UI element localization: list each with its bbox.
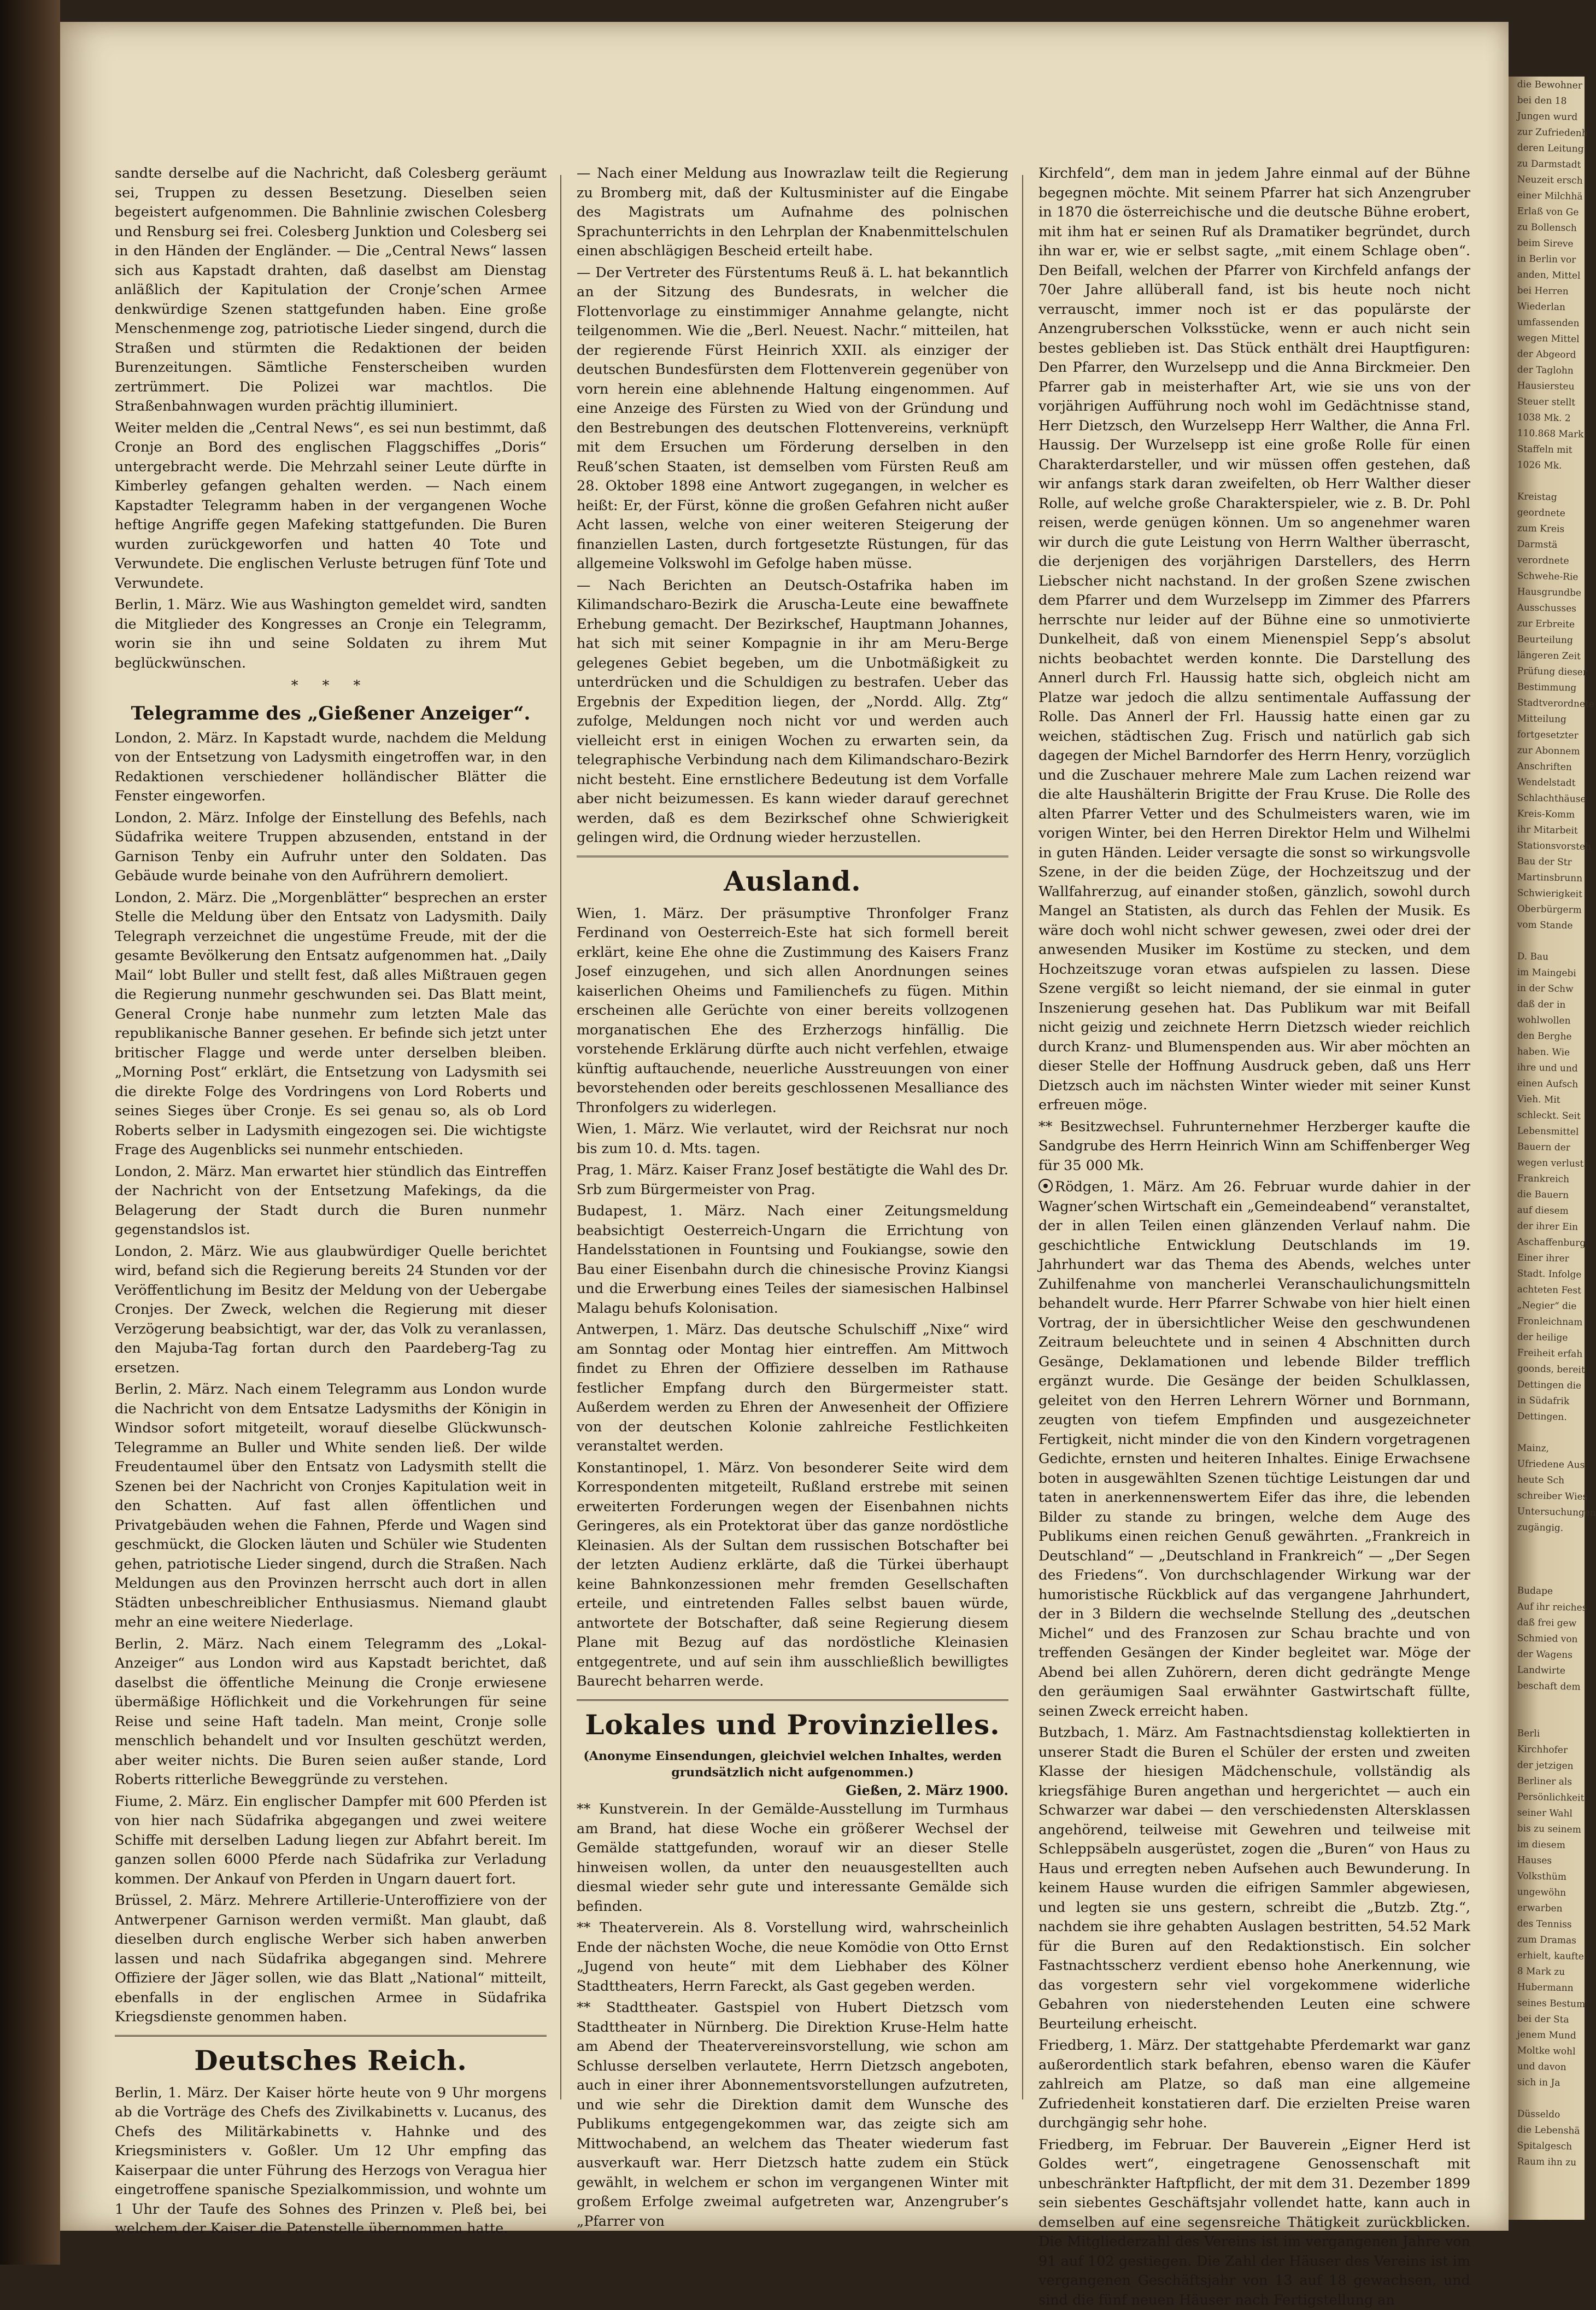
telegram-item: London, 2. März. Die „Morgenblätter“ besprechen an erster Stelle die Meldung über den Entsatz von Ladysmith. Daily Telegraph verzeichnet die ungestüme Freude, mit der die gesamte Bevölkerung den Entsatz aufgenommen hat. „Daily Mail“ lobt Buller und stellt fest, daß alles Mißtrauen gegen die Regierung nunmehr geschwunden sei. Das Blatt meint, General Cronje habe nunmehr zum letzten Male das republikanische Banner gesehen. Er befinde sich jetzt unter britischer Flagge und werde unter derselben bleiben. „Morning Post“ erklärt, die Entsetzung von Ladysmith sei die direkte Folge des Vordringens von Lord Roberts und seines Sieges über Cronje. Es sei genau so, als ob Lord Roberts selber in Ladysmith eingezogen sei. Die wichtigste Frage des Augenblicks sei nunmehr entschieden. (115, 888, 547, 1160)
edge-text-line: des Tenniss (1508, 1916, 1585, 1933)
edge-text-line: Mainz, (1508, 1440, 1585, 1458)
edge-text-line: Stadt. Infolge (1508, 1266, 1585, 1283)
telegram-item: Berlin, 2. März. Nach einem Telegramm aus London wurde die Nachricht von dem Entsatze Ladysmiths der Königin in Windsor sofort mitgeteilt, worauf dieselbe Glückwunsch-Telegramme an Buller und White senden ließ. Der wilde Freudentaumel über den Entsatz von Ladysmith stellt die Szenen bei der Nachricht von Cronjes Kapitulation weit in den Schatten. Auf fast allen öffentlichen und Privatgebäuden wehen die Fahnen, Pferde und Wagen sind geschmückt, die Glocken läuten und Schüler wie Studenten gehen, patriotische Lieder singend, durch die Straßen. Nach Meldungen aus den Provinzen herrscht auch dort in allen Städten unbeschreiblicher Enthusiasmus. Niemand glaubt mehr an eine weitere Niederlage. (115, 1380, 547, 1633)
edge-text-line: bei der Sta (1508, 2011, 1585, 2028)
edge-text-line: zum Kreis (1508, 521, 1585, 538)
edge-text-line: Kirchhofer (1508, 1741, 1585, 1759)
article-paragraph: ** Besitzwechsel. Fuhrunternehmer Herzberger kaufte die Sandgrube des Herrn Heinrich Winn am Schiffenberger Weg für 35 000 Mk. (1038, 1118, 1470, 1176)
edge-text-line: erwarben (1508, 1900, 1585, 1917)
edge-text-line: 110.868 Mark (1508, 425, 1585, 443)
separator-stars: * * * (115, 676, 547, 696)
edge-text-line: Jungen wurd (1508, 108, 1585, 126)
article-paragraph: Wien, 1. März. Der präsumptive Thronfolger Franz Ferdinand von Oesterreich-Este hat sich formell bereit erklärt, keine Ehe ohne die Zustimmung des Kaisers Franz Josef einzugehen, und sich allen Anordnungen seines kaiserlichen Oheims und Familienchefs zu fügen. Mithin erscheinen alle Gerüchte von einer bereits vollzogenen morganatischen Ehe des Erzherzogs hinfällig. Die vorstehende Erklärung dürfte auch nicht verfehlen, etwaige künftig auftauchende, neuerliche Ausstreuungen von einer bevorstehenden oder bereits geschlossenen Mesalliance des Thronfolgers zu widerlegen. (577, 904, 1008, 1118)
edge-text-line: auf diesem (1508, 1202, 1585, 1220)
edge-text-line: bis zu seinem (1508, 1821, 1585, 1838)
edge-text-line: daß der in (1508, 996, 1585, 1014)
edge-text-line: ungewöhn (1508, 1884, 1585, 1902)
edge-text-line: Wiederlan (1508, 299, 1585, 316)
edge-text-line: die Lebenshä (1508, 2122, 1585, 2139)
section-divider (577, 1699, 1008, 1701)
edge-text-line: zu Darmstadt (1508, 156, 1585, 173)
edge-text-line: im Maingebi (1508, 964, 1585, 982)
edge-text-line: Vieh. Mit (1508, 1091, 1585, 1109)
edge-text-line: haben. Wie (1508, 1044, 1585, 1061)
edge-text-line: Beurteilung (1508, 631, 1585, 649)
edge-text-line: der ihrer Ein (1508, 1218, 1585, 1236)
edge-text-line: Hausgrundbe (1508, 584, 1585, 601)
edge-text-line: die Bewohner (1508, 77, 1585, 94)
edge-text-line: Budape (1508, 1583, 1585, 1600)
telegram-item: London, 2. März. Wie aus glaubwürdiger Quelle berichtet wird, befand sich die Regierung bereits 24 Stunden vor der Veröffentlichung im Besitz der Meldung von der Uebergabe Cronjes. Der Zweck, welchen die Regierung mit dieser Verzögerung beabsichtigt, war der, das Volk zu veranlassen, den Majuba-Tag fortan durch den Paardeberg-Tag zu ersetzen. (115, 1242, 547, 1378)
edge-text-line: Kreis-Komm (1508, 806, 1585, 823)
edge-text-line: jenem Mund (1508, 2027, 1585, 2044)
edge-text-line: Bauern der (1508, 1139, 1585, 1156)
edge-text-line: in Südafrik (1508, 1393, 1585, 1410)
article-paragraph: Berlin, 1. März. Der Kaiser hörte heute von 9 Uhr morgens ab die Vorträge des Chefs des Zivilkabinetts v. Lucanus, des Chefs des Militärkabinetts v. Hahnke und des Kriegsministers v. Goßler. Um 12 Uhr empfing das Kaiserpaar die unter Führung des Herzogs von Veragua hier eingetroffene spanische Spezialkommission, und wohnte um 1 Uhr der Taufe des Sohnes des Prinzen v. Pleß bei, bei welchem der Kaiser die Patenstelle übernommen hatte. (115, 2084, 547, 2239)
edge-text-line: Ufriedene Aus (1508, 1456, 1585, 1473)
edge-text-line: Neuzeit ersch (1508, 172, 1585, 189)
telegram-item: London, 2. März. Man erwartet hier stündlich das Eintreffen der Nachricht von der Entsetzung Mafekings, da die Belagerung der Stadt durch die Buren nunmehr gegenstandslos ist. (115, 1162, 547, 1240)
edge-text-line: Kreistag (1508, 489, 1585, 506)
edge-text-line: Schwehe-Rie (1508, 568, 1585, 586)
edge-text-line (1508, 2090, 1585, 2108)
edge-text-line: Martinsbrunn (1508, 869, 1585, 887)
article-paragraph: Friedberg, 1. März. Der stattgehabte Pferdemarkt war ganz außerordentlich stark befahren, ebenso waren die Käufer zahlreich am Platze, so daß man eine allgemeine Zufriedenheit konstatieren darf. Die erzielten Preise waren durchgängig sehr hohe. (1038, 2036, 1470, 2133)
edge-text-line: der heilige (1508, 1329, 1585, 1347)
article-paragraph: Berlin, 1. März. Wie aus Washington gemeldet wird, sandten die Mitglieder des Kongresses an Cronje ein Telegramm, worin sie ihn und seine Soldaten zu ihrem Mut beglückwünschen. (115, 595, 547, 673)
edge-text-line: Hausiersteu (1508, 378, 1585, 395)
edge-text-line: einen Aufsch (1508, 1075, 1585, 1093)
article-paragraph: Antwerpen, 1. März. Das deutsche Schulschiff „Nixe“ wird am Sonntag oder Montag hier eintreffen. Am Mittwoch findet zu Ehren der Offiziere desselben im Rathause festlicher Empfang durch den Bürgermeister statt. Außerdem werden zu Ehren der Anwesenheit der Offiziere von der deutschen Kolonie zahlreiche Festlichkeiten veranstaltet werden. (577, 1320, 1008, 1457)
edge-text-line: zur Abonnem (1508, 742, 1585, 760)
edge-text-line (1508, 1710, 1585, 1727)
column-rule-1 (560, 175, 561, 2100)
article-paragraph (1038, 1178, 1470, 1721)
article-paragraph: ** Stadttheater. Gastspiel von Hubert Dietzsch vom Stadttheater in Nürnberg. Die Direktion Kruse-Helm hatte am Abend der Theatervereinsvorstellung, wie schon am Schlusse derselben verlautete, Herrn Dietzsch angeboten, auch in einer ihrer Abonnementsvorstellungen aufzutreten, und wie sehr die Direktion damit dem Wunsche des Publikums entgegengekommen war, das zeigte sich am Mittwochabend, an welchem das Theater wiederum fast ausverkauft war. Herr Dietzsch hatte zudem ein Stück gewählt, in welchem er schon im vergangenen Winter mit großem Erfolge zweimal aufgetreten war, Anzengruber’s „Pfarrer von (577, 1998, 1008, 2231)
article-paragraph: Konstantinopel, 1. März. Von besonderer Seite wird dem Korrespondenten mitgeteilt, Rußland erstrebe mit seinen erweiterten Forderungen wegen der Eisenbahnen nichts Geringeres, als ein Protektorat über das ganze nordöstliche Kleinasien. Als der Sultan dem russischen Botschafter bei der letzten Audienz erklärte, daß die Türkei überhaupt keine Bahnkonzessionen mehr fremden Gesellschaften erteile, und eintretenden Falles selbst bauen würde, antwortete der Botschafter, daß seine Regierung diesem Plane mit Bezug auf das nordöstliche Kleinasien entgegentrete, und auf sein ihm ausschließlich bewilligtes Baurecht beharren werde. (577, 1459, 1008, 1692)
edge-text-line: zu Bollensch (1508, 219, 1585, 237)
edge-text-line: Fronleichnam (1508, 1313, 1585, 1331)
edge-text-line: zugängig. (1508, 1519, 1585, 1537)
edge-text-line: Landwirte (1508, 1662, 1585, 1680)
edge-text-line: Anschriften (1508, 758, 1585, 776)
edge-text-line: Hauses (1508, 1852, 1585, 1870)
edge-text-line: „Negier“ die (1508, 1297, 1585, 1315)
article-paragraph: — Nach Berichten an Deutsch-Ostafrika haben im Kilimandscharo-Bezirk die Aruscha-Leute eine bewaffnete Erhebung gemacht. Der Bezirkschef, Hauptmann Johannes, hat sich mit seiner Kompagnie in ihr am Meru-Berge gelegenes Gebiet begeben, um die Unbotmäßigkeit zu unterdrücken und die Schuldigen zu bestrafen. Ueber das Ergebnis der Expedition liegen, der „Nordd. Allg. Ztg“ zufolge, Meldungen noch nicht vor und werden auch vielleicht erst in einigen Wochen zu erwarten sein, da telegraphische Verbindung nach dem Kilimandscharo-Bezirk nicht besteht. Eine ernstlichere Bedeutung ist dem Vorfalle aber nicht beizumessen. Es kann wieder darauf gerechnet werden, daß es dem Bezirkschef ohne Schwierigkeit gelingen wird, die Ordnung wieder herzustellen. (577, 576, 1008, 848)
sun-symbol-icon (1038, 1179, 1053, 1193)
edge-text-line: Berli (1508, 1726, 1585, 1743)
edge-text-line: geordnete (1508, 505, 1585, 522)
edge-text-line: goonds, bereit (1508, 1361, 1585, 1378)
edge-text-line: wegen Mittel (1508, 330, 1585, 348)
article-paragraph: ** Kunstverein. In der Gemälde-Ausstellung im Turmhaus am Brand, hat diese Woche ein größerer Wechsel der Gemälde stattgefunden, worauf wir an dieser Stelle hinweisen wollen, da unter den neuausgestellten auch diesmal wieder sehr gute und interessante Gemälde sich befinden. (577, 1800, 1008, 1916)
edge-text-line: und davon (1508, 2058, 1585, 2076)
article-paragraph: ** Theaterverein. Als 8. Vorstellung wird, wahrscheinlich Ende der nächsten Woche, die neue Komödie von Otto Ernst „Jugend von heute“ mit dem Liebhaber des Kölner Stadttheaters, Herrn Fareckt, als Gast gegeben werden. (577, 1919, 1008, 1996)
edge-text-line: seiner Wahl (1508, 1805, 1585, 1822)
edge-text-line: Schwierigkeit (1508, 885, 1585, 903)
edge-text-line: anden, Mittel (1508, 267, 1585, 284)
article-paragraph: Friedberg, im Februar. Der Bauverein „Eigner Herd ist Goldes wert“, eingetragene Genossenschaft mit unbeschränkter Haftpflicht, der mit dem 31. Dezember 1899 sein siebentes Geschäftsjahr vollendet hatte, kann auch in demselben auf eine segensreiche Thätigkeit zurückblicken. Die Mitgliederzahl des Vereins ist im vergangenen Jahre von 91 auf 102 gestiegen. Die Zahl der Häuser des Vereins ist im vergangenen Geschäftsjahr von 13 auf 18 gewachsen, und sind die fünf neuen Häuser nach Fertigstellung an (1038, 2136, 1470, 2310)
section-title-deutsches-reich: Deutsches Reich. (115, 2044, 547, 2077)
telegram-item: London, 2. März. Infolge der Einstellung des Befehls, nach Südafrika weitere Truppen abzusenden, entstand in der Garnison Tenby ein Aufruhr unter den Soldaten. Das Gebäude wurde beinahe von den Aufrührern demoliert. (115, 809, 547, 886)
section-title-lokales: Lokales und Provinzielles. (577, 1709, 1008, 1741)
edge-text-line: Einer ihrer (1508, 1250, 1585, 1267)
article-paragraph: — Nach einer Meldung aus Inowrazlaw teilt die Regierung zu Bromberg mit, daß der Kultusminister auf die Eingabe des Magistrats um Aufnahme des polnischen Sprachunterrichts in den Lehrplan der Knabenmittelschulen einen abschlägigen Bescheid erteilt habe. (577, 164, 1008, 261)
edge-text-line: wegen verlust (1508, 1155, 1585, 1172)
edge-text-line: beim Sireve (1508, 235, 1585, 253)
edge-text-line: Prüfung dieser (1508, 663, 1585, 681)
edge-text-line: Lebensmittel (1508, 1123, 1585, 1141)
edge-text-line: Mitteilung (1508, 711, 1585, 728)
edge-text-line: Persönlichkeit (1508, 1789, 1585, 1806)
telegram-item: Berlin, 2. März. Nach einem Telegramm des „Lokal-Anzeiger“ aus London wird aus Kapstadt berichtet, daß daselbst die öffentliche Meinung die Cronje erwiesene übermäßige Höflichkeit und die Vorkehrungen für seine Reise und seine Haft tadeln. Man meint, Cronje solle menschlich behandelt und vor Insulten geschützt werden, aber weiter nichts. Die Buren seien außer stande, Lord Roberts ritterliche Beweggründe zu verstehen. (115, 1635, 547, 1790)
telegram-heading: Telegramme des „Gießener Anzeiger“. (115, 703, 547, 724)
edge-text-line: Moltke wohl (1508, 2043, 1585, 2060)
edge-text-line: fortgesetzter (1508, 727, 1585, 744)
edge-text-line: Darmstä (1508, 536, 1585, 554)
edge-text-line (1508, 473, 1585, 490)
edge-text-line (1508, 1694, 1585, 1711)
edge-text-line: in der Schw (1508, 980, 1585, 998)
edge-text-line (1508, 933, 1585, 950)
section-divider (577, 856, 1008, 857)
edge-text-line: Bestimmung (1508, 679, 1585, 697)
edge-text-line: ihre und und (1508, 1060, 1585, 1077)
edge-text-line: Steuer stellt (1508, 394, 1585, 411)
edge-text-line: erhielt, kaufte (1508, 1948, 1585, 1965)
edge-text-line (1508, 1551, 1585, 1569)
edge-text-line: Düsseldo (1508, 2106, 1585, 2124)
edge-text-line (1508, 1567, 1585, 1584)
edge-text-line: zur Zufriedenh (1508, 124, 1585, 142)
edge-text-line: im diesem (1508, 1837, 1585, 1854)
edge-text-line: Freiheit erfah (1508, 1345, 1585, 1362)
edge-text-line: der Abgeord (1508, 346, 1585, 364)
article-paragraph: sandte derselbe auf die Nachricht, daß Colesberg geräumt sei, Truppen zu dessen Besetzung. Dieselben seien begeistert aufgenommen. Die Bahnlinie zwischen Colesberg und Rensburg sei frei. Colesberg Junktion und Colesberg sei in den Händen der Engländer. — Die „Central News“ lassen sich aus Kapstadt drahten, daß daselbst am Dienstag anläßlich der Kapitulation der Cronje’schen Armee denkwürdige Szenen stattgefunden haben. Eine große Menschenmenge zog, patriotische Lieder singend, durch die Straßen und stürmten die Redaktionen der beiden Burenzeitungen. Sämtliche Fensterscheiben wurden zertrümmert. Die Polizei war machtlos. Die Straßenbahnwagen wurden prächtig illuminiert. (115, 164, 547, 417)
article-paragraph: Budapest, 1. März. Nach einer Zeitungsmeldung beabsichtigt Oesterreich-Ungarn die Errichtung von Handelsstationen in Fountsing und Foukiangse, sowie den Bau einer Eisenbahn durch die chinesische Provinz Kiangsi und die Erwerbung eines Teiles der siamesischen Halbinsel Malagu behufs Kolonisation. (577, 1202, 1008, 1318)
edge-text-line: der Wagens (1508, 1646, 1585, 1664)
adjacent-page-edge (1509, 77, 1585, 2220)
edge-text-line: beschaft dem (1508, 1678, 1585, 1695)
dateline: Gießen, 2. März 1900. (577, 1781, 1008, 1800)
section-title-ausland: Ausland. (577, 865, 1008, 898)
edge-text-line: wohlwollen (1508, 1012, 1585, 1030)
edge-text-line: einer Milchhä (1508, 188, 1585, 205)
column-rule-2 (1022, 175, 1023, 2100)
edge-text-line: schreiber Wies (1508, 1488, 1585, 1505)
edge-text-line: Wendelstadt (1508, 774, 1585, 792)
edge-text-line: verordnete (1508, 552, 1585, 570)
edge-text-line: Volksthüm (1508, 1868, 1585, 1886)
edge-text-line: Schmied von (1508, 1630, 1585, 1648)
article-text: Rödgen, 1. März. Am 26. Februar wurde dahier in der Wagner’schen Wirtschaft ein „Gemeindeabend“ veranstaltet, der in allen Teilen einen glänzenden Verlauf nahm. Die geschichtliche Entwicklung Deutschlands im 19. Jahrhundert war das Thema des Abends, welches unter Zuhilfenahme von mancherlei Veranschaulichungsmitteln behandelt wurde. Herr Pfarrer Schwabe von hier hielt einen Vortrag, der in übersichtlicher Weise den geschwundenen Zeitraum beleuchtete und in seinen 4 Abschnitten durch Gesänge, Deklamationen und lebende Bilder trefflich ergänzt wurde. Die Gesänge der beiden Schulklassen, geleitet von den Herren Lehrern Wörner und Bornmann, zeugten von tiefem Empfinden und ausgezeichneter Fertigkeit, nicht minder die von den Kindern vorgetragenen Gedichte, ernsten und heiteren Inhaltes. Einige Erwachsene boten in ausgewählten Szenen tüchtige Leistungen dar und taten in anerkennenswertem Eifer das ihre, die lebenden Bilder zu stande zu bringen, welche dem Auge des Publikums einen reichen Genuß gewährten. „Frankreich in Deutschland“ — „Deutschland in Frankreich“ — „Der Segen des Friedens“. Von durchschlagender Wirkung war der humoristische Rückblick auf das vergangene Jahrhundert, der in 3 Bildern die wechselnde Stellung des „deutschen Michel“ und des Franzosen zur Schau brachte und von treffenden Gesängen der Kinder begleitet war. Möge der Abend bei allen Zuhörern, deren dicht gedrängte Menge den geräumigen Saal erwähnter Gastwirtschaft füllte, seinen Zweck erreicht haben. (1038, 1179, 1470, 1720)
column-2 (577, 164, 1008, 2089)
edge-text-line: D. Bau (1508, 949, 1585, 966)
edge-text-line: ihr Mitarbeit (1508, 822, 1585, 839)
edge-text-line: Spitalgesch (1508, 2138, 1585, 2155)
edge-text-line: Erlaß von Ge (1508, 203, 1585, 221)
edge-text-line: daß frei gew (1508, 1615, 1585, 1632)
article-paragraph: — Der Vertreter des Fürstentums Reuß ä. L. hat bekanntlich an der Sitzung des Bundesrats, in welcher die Flottenvorlage zu einstimmiger Annahme gelangte, nicht teilgenommen. Wie die „Berl. Neuest. Nachr.“ mitteilen, hat der regierende Fürst Heinrich XXII. als einziger der deutschen Bundesfürsten dem Flottenverein gegenüber von vorn herein eine ablehnende Haltung eingenommen. Auf eine Anzeige des Fürsten zu Wied von der Gründung und den Bestrebungen des deutschen Flottenvereins, verknüpft mit dem Ersuchen um Förderung derselben in den Reuß’schen Staaten, ist demselben vom Fürsten Reuß am 28. Oktober 1898 eine Antwort zugegangen, in welcher es heißt: Er, der Fürst, könne die großen Gefahren nicht außer Acht lassen, welche von einer weiteren Steigerung der finanziellen Lasten, durch fortgesetzte Rüstungen, für das allgemeine Volkswohl im Gefolge haben müsse. (577, 264, 1008, 574)
edge-text-line: 1038 Mk. 2 (1508, 410, 1585, 427)
edge-text-line: Stationsvorsteh (1508, 838, 1585, 855)
edge-text-line: Schlachthäuse (1508, 790, 1585, 808)
edge-text-line: sich in Ja (1508, 2074, 1585, 2092)
edge-text-line: in Berlin vor (1508, 251, 1585, 268)
article-paragraph: Wien, 1. März. Wie verlautet, wird der Reichsrat nur noch bis zum 10. d. Mts. tagen. (577, 1120, 1008, 1159)
edge-text-line: Auf ihr reiches (1508, 1599, 1585, 1616)
edge-text-line: Untersuchungen (1508, 1504, 1585, 1521)
submission-note: (Anonyme Einsendungen, gleichviel welchen Inhaltes, werden grundsätzlich nicht aufgenommen.) (577, 1748, 1008, 1781)
edge-text-line: zur Erbreite (1508, 616, 1585, 633)
edge-text-line: Aschaffenburg (1508, 1234, 1585, 1252)
edge-text-line: Berliner als (1508, 1773, 1585, 1791)
article-paragraph: Prag, 1. März. Kaiser Franz Josef bestätigte die Wahl des Dr. Srb zum Bürgermeister von Prag. (577, 1161, 1008, 1200)
edge-text-line: heute Sch (1508, 1472, 1585, 1489)
edge-text-line: Raum ihn zu (1508, 2154, 1585, 2171)
edge-text-line: achteten Fest (1508, 1282, 1585, 1299)
edge-text-line: deren Leitung (1508, 140, 1585, 157)
edge-text-line: seines Bestum (1508, 1995, 1585, 2013)
edge-text-line: Stadtverordnete (1508, 695, 1585, 712)
column-3 (1038, 164, 1470, 2089)
edge-text-line: der jetzigen (1508, 1757, 1585, 1775)
telegram-item: London, 2. März. In Kapstadt wurde, nachdem die Meldung von der Entsetzung von Ladysmith eingetroffen war, in den Redaktionen verschiedener holländischer Blätter die Fenster eingeworfen. (115, 729, 547, 806)
edge-text-line (1508, 1424, 1585, 1442)
edge-text-line: Hubermann (1508, 1979, 1585, 1997)
edge-text-line: Ausschusses (1508, 600, 1585, 617)
edge-text-line: 8 Mark zu (1508, 1963, 1585, 1981)
adjacent-page-text (1509, 77, 1585, 2169)
edge-text-line: längeren Zeit (1508, 647, 1585, 665)
edge-text-line: der Taglohn (1508, 362, 1585, 379)
edge-text-line: Staffeln mit (1508, 441, 1585, 459)
edge-text-line: 1026 Mk. (1508, 457, 1585, 475)
edge-text-line: Frankreich (1508, 1171, 1585, 1188)
edge-text-line: schleckt. Seit (1508, 1107, 1585, 1125)
edge-text-line: umfassenden (1508, 314, 1585, 332)
edge-text-line: bei den 18 (1508, 92, 1585, 110)
telegram-item: Brüssel, 2. März. Mehrere Artillerie-Unteroffiziere von der Antwerpener Garnison werden vermißt. Man glaubt, daß dieselben durch englische Werber sich haben anwerben lassen und nach Südafrika abgegangen sind. Mehrere Offiziere der Jäger sollen, wie das Blatt „National“ mitteilt, ebenfalls in der englischen Armee in Südafrika Kriegsdienste genommen haben. (115, 1891, 547, 2027)
edge-text-line: bei Herren (1508, 283, 1585, 300)
telegram-item: Fiume, 2. März. Ein englischer Dampfer mit 600 Pferden ist von hier nach Südafrika abgegangen und zwei weitere Schiffe mit derselben Ladung liegen zur Abfahrt bereit. Im ganzen sollen 6000 Pferde nach Südafrika zur Verladung kommen. Der Ankauf von Pferden in Ungarn dauert fort. (115, 1792, 547, 1890)
edge-text-line: Bau der Str (1508, 853, 1585, 871)
edge-text-line: Dettingen. (1508, 1408, 1585, 1426)
article-paragraph: Kirchfeld“, dem man in jedem Jahre einmal auf der Bühne begegnen möchte. Mit seinem Pfarrer hat sich Anzengruber in 1870 die österreichische und die deutsche Bühne erobert, mit ihm hat er seinen Ruf als Dramatiker begründet, durch ihn war er, wie er selbst sagte, „mit einem Schlage oben“. Den Beifall, welchen der Pfarrer von Kirchfeld anfangs der 70er Jahre allüberall fand, ist bis heute noch nicht verrauscht, immer noch ist er das populärste der Anzengruberschen Volksstücke, wenn er auch nicht sein bestes geblieben ist. Das Stück enthält drei Hauptfiguren: Den Pfarrer, den Wurzelsepp und die Anna Birckmeier. Den Pfarrer gab in meisterhafter Art, wie sie uns von der vorjährigen Aufführung noch wohl im Gedächtnisse stand, Herr Dietzsch, den Wurzelsepp Herr Walther, die Anna Frl. Haussig. Der Wurzelsepp ist eine große Rolle für einen Charakterdarsteller, und wir müssen offen gestehen, daß wir anfangs stark daran zweifelten, ob Herr Walther dieser Rolle, auf welche große Charakterspieler, wie z. B. Dr. Pohl reisen, werde genügen können. Um so angenehmer waren wir durch die gute Leistung von Herrn Walther überrascht, die derjenigen des vorjährigen Darstellers, des Herrn Liebscher nicht nachstand. In der großen Szene zwischen dem Pfarrer und dem Wurzelsepp im Zimmer des Pfarrers herrschte nur leider auf der Bühne eine so unmotivierte Dunkelheit, daß von einem Mienenspiel Sepp’s absolut nichts beobachtet werden konnte. Die Darstellung des Annerl durch Frl. Haussig hatte sich, obgleich nicht am Platze war jedoch die allzu sentimentale Auffassung der Rolle. Das Annerl der Frl. Haussig hatte einen gar zu weichen, städtischen Zug. Frisch und natürlich gab sich dagegen der Michel Barndorfer des Herrn Henry, vorzüglich und die Zuschauer mehrere Male zum Lachen reizend war die alte Haushälterin Brigitte der Frau Kruse. Die Rolle des alten Pfarrer Vetter und des Schulmeisters waren, wie im vorigen Winter, bei den Herren Direktor Helm und Wilhelmi in guten Händen. Leider versagte die sonst so wirkungsvolle Szene, in der die beiden Züge, der Hochzeitszug und der Wallfahrerzug, auf einander stoßen, gänzlich, sowohl durch Mangel an Statisten, als durch das Fehlen der Musik. Es wäre doch wohl nicht schwer gewesen, zwei oder drei der anwesenden Musiker im Kostüme zu stecken, und dem Hochzeitszuge voran etwas aufspielen zu lassen. Diese Szene vergißt so leicht niemand, der sie einmal in guter Inszenierung gesehen hat. Das Publikum war mit Beifall nicht geizig und zeichnete Herrn Dietzsch wieder reichlich durch Kranz- und Blumenspenden aus. Wir aber möchten an dieser Stelle der Hoffnung Ausdruck geben, daß uns Herr Dietzsch auch im nächsten Winter wieder mit seiner Kunst erfreuen möge. (1038, 164, 1470, 1115)
article-paragraph: Weiter melden die „Central News“, es sei nun bestimmt, daß Cronje an Bord des englischen Flaggschiffes „Doris“ untergebracht werde. Die Mehrzahl seiner Leute dürfte in Kimberley gefangen gehalten werden. — Nach einem Kapstadter Telegramm haben in der vergangenen Woche heftige Angriffe gegen Mafeking stattgefunden. Die Buren wurden zurückgeworfen und hatten 40 Tote und Verwundete. Die englischen Verluste betrugen fünf Tote und Verwundete. (115, 419, 547, 594)
edge-text-line: zum Dramas (1508, 1932, 1585, 1949)
edge-text-line: Dettingen die (1508, 1377, 1585, 1394)
section-divider (115, 2035, 547, 2037)
edge-text-line: Oberbürgerm (1508, 901, 1585, 919)
edge-text-line (1508, 1535, 1585, 1553)
edge-text-line: den Berghe (1508, 1028, 1585, 1045)
column-1 (115, 164, 547, 2089)
edge-text-line: die Bauern (1508, 1186, 1585, 1204)
article-paragraph: Butzbach, 1. März. Am Fastnachtsdienstag kollektierten in unserer Stadt die Buren el Schüler der ersten und zweiten Klasse der hiesigen Mädchenschule, vollständig als kriegsfähige Buren angethan und hergerichtet — auch ein Schwarzer war dabei — den verschiedensten Altersklassen angehörend, teilweise mit Gewehren und teilweise mit Schleppsäbeln ausgerüstet, zogen die „Buren“ von Haus zu Haus und erregten neben Aufsehen auch Bewunderung. In keinem Hause wurden die eifrigen Sammler abgewiesen, und legten sie uns gestern, schreibt die „Butzb. Ztg.“, nachdem sie ihre gehabten Auslagen bestritten, 54.52 Mark für die Buren auf den Redaktionstisch. Ein solcher Fastnachtsscherz verdient ebenso hohe Anerkennung, wie das vorgestern sehr viel vorgekommene widerliche Gebahren von niederstehenden Leuten eine schwere Beurteilung erheischt. (1038, 1723, 1470, 2034)
book-spine (0, 0, 60, 2265)
edge-text-line: vom Stande (1508, 917, 1585, 934)
